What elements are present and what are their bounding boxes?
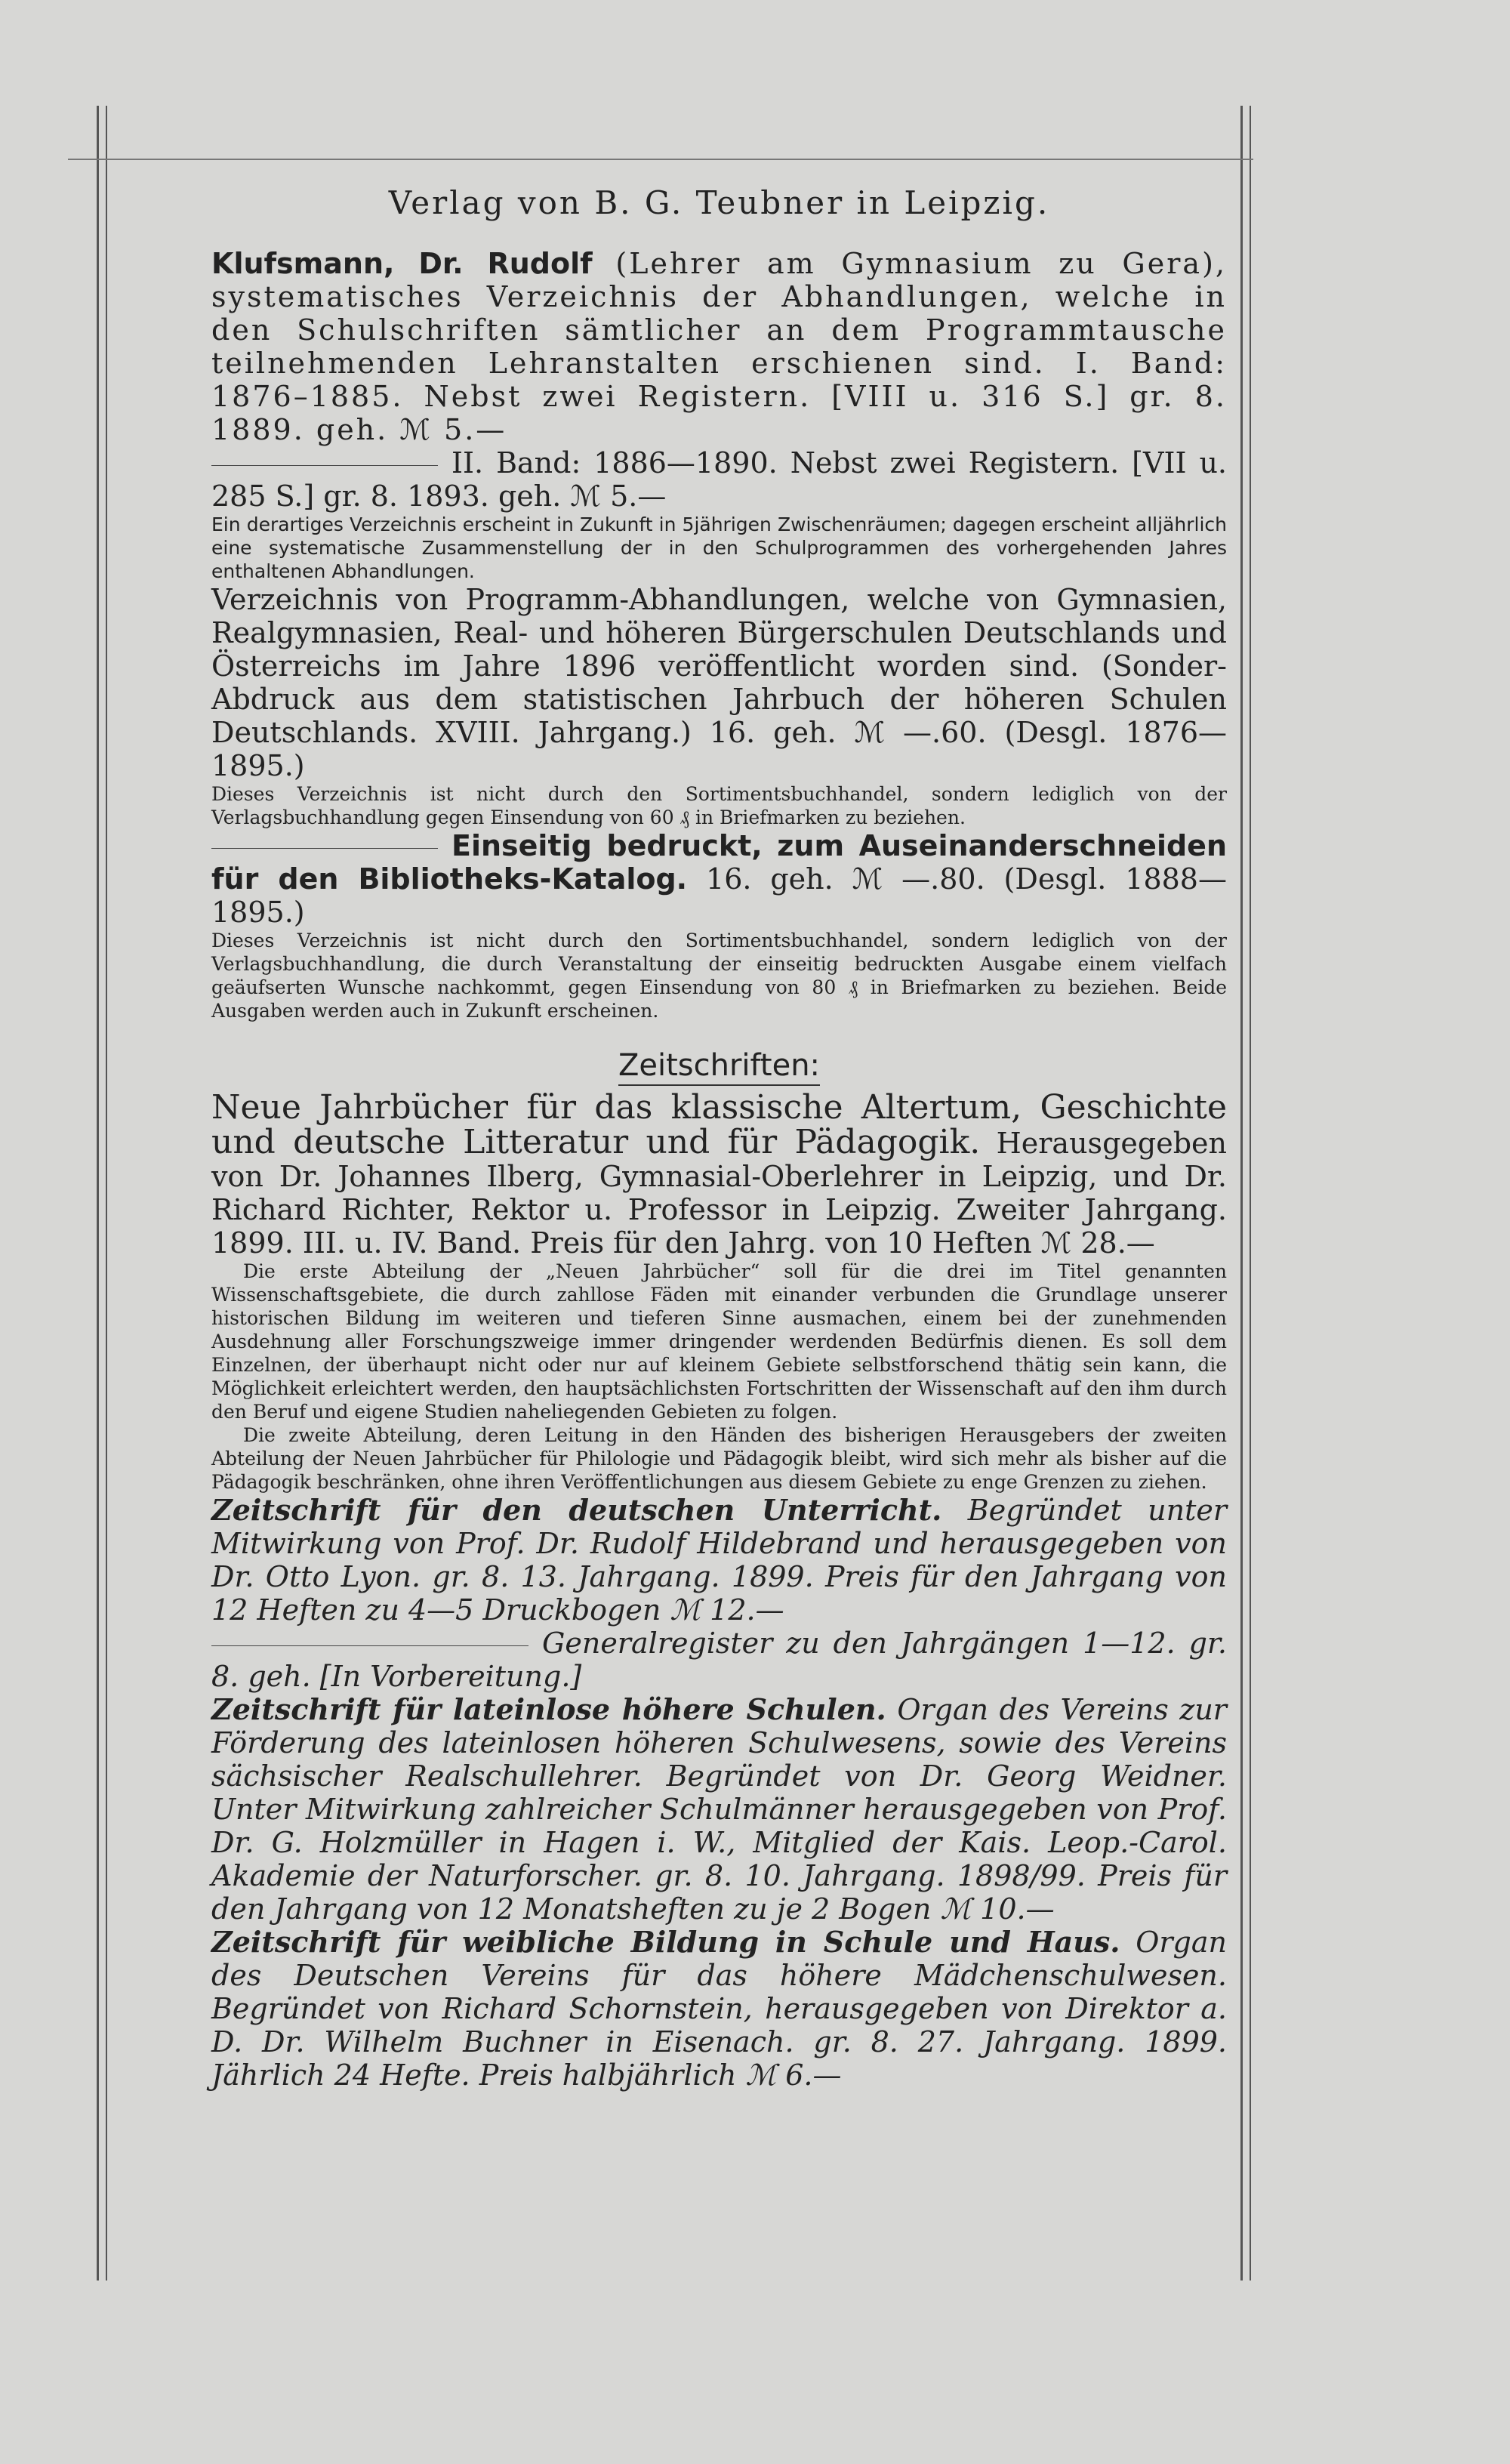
frame-rule-top xyxy=(68,159,1253,160)
entry-text: (Lehrer am Gymnasium zu Gera), systematisches Verzeichnis der Abhandlungen, welche in den Schulschriften sämtlicher an dem Programmtausche teilnehmenden Lehranstalten erschienen sind. I. Band: 1876–1885. Nebst zwei Registern. [VIII u. 316 S.] gr. 8. 1889. geh. ℳ 5.— xyxy=(211,247,1227,446)
entry-title: Neue Jahrbücher für das klassische Altertum, Geschichte und deutsche Litteratur und für Pädagogik. xyxy=(211,1088,1227,1161)
entry-einseitig: Einseitig bedruckt, zum Auseinanderschneiden für den Bibliotheks-Katalog. 16. geh. ℳ —.80. (Desgl. 1888—1895.) xyxy=(211,829,1227,929)
entry-note: Die erste Abteilung der „Neuen Jahrbücher“ soll für die drei im Titel genannten Wissenschaftsgebiete, die durch zahllose Fäden mit einander verbunden die Grundlage unserer historischen Bildung im weiteren und tieferen Sinne ausmachen, einem bei der zunehmenden Ausdehnung aller Forschungszweige immer dringender werdenden Bedürfnis dienen. Es soll dem Einzelnen, der überhaupt nicht oder nur auf kleinem Gebiete selbstforschend thätig sein kann, die Möglichkeit erleichtert werden, den hauptsächlichsten Fortschritten der Wissenschaft auf den ihm durch den Beruf und eigene Studien naheliegenden Gebieten zu folgen. xyxy=(211,1260,1227,1423)
entry-text: Begründet unter Mitwirkung von Prof. Dr. Rudolf Hildebrand und herausgegeben von Dr. Otto Lyon. gr. 8. 13. Jahrgang. 1899. Preis für den Jahrgang von 12 Heften zu 4—5 Druckbogen ℳ 12.— xyxy=(211,1494,1227,1627)
entry-weibliche-bildung xyxy=(211,1926,1227,2092)
entry-band2: II. Band: 1886—1890. Nebst zwei Registern. [VII u. 285 S.] gr. 8. 1893. geh. ℳ 5.— xyxy=(211,446,1227,513)
entry-note: Dieses Verzeichnis ist nicht durch den Sortimentsbuchhandel, sondern lediglich von der Verlagsbuchhandlung, die durch Veranstaltung der einseitig bedruckten Ausgabe einem vielfach geäufserten Wunsche nachkommt, gegen Einsendung von 80 ₰ in Briefmarken zu beziehen. Beide Ausgaben werden auch in Zukunft erscheinen. xyxy=(211,930,1227,1022)
entry-note: Die zweite Abteilung, deren Leitung in den Händen des bisherigen Herausgebers der zweiten Abteilung der Neuen Jahrbücher für Philologie und Pädagogik bleibt, wird sich mehr als bisher auf die Pädagogik beschränken, ohne ihren Veröffentlichungen aus diesem Gebiete zu enge Grenzen zu ziehen. xyxy=(211,1424,1227,1493)
ditto-rule xyxy=(211,848,438,849)
entry-text: Organ des Deutschen Vereins für das höhere Mädchenschulwesen. Begründet von Richard Schornstein, herausgegeben von Direktor a. D. Dr. Wilhelm Buchner in Eisenach. gr. 8. 27. Jahrgang. 1899. Jährlich 24 Hefte. Preis halbjährlich ℳ 6.— xyxy=(211,1926,1227,2092)
ditto-rule xyxy=(211,1645,528,1646)
entry-text: Organ des Vereins zur Förderung des lateinlosen höheren Schulwesens, sowie des Vereins sächsischer Realschullehrer. Begründet von Dr. Georg Weidner. Unter Mitwirkung zahlreicher Schulmänner herausgegeben von Prof. Dr. G. Holzmüller in Hagen i. W., Mitglied der Kais. Leop.-Carol. Akademie der Naturforscher. gr. 8. 10. Jahrgang. 1898/99. Preis für den Jahrgang von 12 Monatsheften zu je 2 Bogen ℳ 10.— xyxy=(211,1693,1227,1926)
ditto-rule xyxy=(211,465,438,466)
frame-rule-right-outer xyxy=(1240,106,1243,2281)
entry-generalregister: Generalregister zu den Jahrgängen 1—12. gr. 8. geh. [In Vorbereitung.] xyxy=(211,1627,1227,1693)
entry-klussmann xyxy=(211,247,1227,446)
entry-author: Klufsmann, Dr. Rudolf xyxy=(211,247,593,280)
frame-rule-left-outer xyxy=(97,106,99,2281)
frame-rule-right-inner xyxy=(1250,106,1251,2281)
page-content xyxy=(211,174,1227,2092)
entry-note: Dieses Verzeichnis ist nicht durch den Sortimentsbuchhandel, sondern lediglich von der Verlagsbuchhandlung gegen Einsendung von 60 ₰ in Briefmarken zu beziehen. xyxy=(211,783,1227,828)
entry-title: Zeitschrift für weibliche Bildung in Schule und Haus. xyxy=(211,1925,1120,1959)
entry-note: Ein derartiges Verzeichnis erscheint in Zukunft in 5jährigen Zwischenräumen; dagegen erscheint alljährlich eine systematische Zusammenstellung der in den Schulprogrammen des vorhergehenden Jahres enthaltenen Abhandlungen. xyxy=(211,513,1227,582)
entry-deutschen-unterricht xyxy=(211,1494,1227,1627)
section-heading: Zeitschriften: xyxy=(211,1048,1227,1083)
publisher-header: Verlag von B. G. Teubner in Leipzig. xyxy=(388,184,1050,221)
entry-title: Zeitschrift für den deutschen Unterricht. xyxy=(211,1493,942,1527)
entry-title: Zeitschrift für lateinlose höhere Schulen. xyxy=(211,1692,886,1726)
entry-lateinlose-schulen xyxy=(211,1693,1227,1926)
entry-verzeichnis: Verzeichnis von Programm-Abhandlungen, welche von Gymnasien, Realgymnasien, Real- und höheren Bürgerschulen Deutschlands und Österreichs im Jahre 1896 veröffentlicht worden sind. (Sonder-Abdruck aus dem statistischen Jahrbuch der höheren Schulen Deutschlands. XVIII. Jahrgang.) 16. geh. ℳ —.60. (Desgl. 1876—1895.) xyxy=(211,583,1227,782)
frame-rule-left-inner xyxy=(106,106,107,2281)
entry-text: Herausgegeben von Dr. Johannes Ilberg, Gymnasial-Oberlehrer in Leipzig, und Dr. Richard Richter, Rektor u. Professor in Leipzig. Zweiter Jahrgang. 1899. III. u. IV. Band. Preis für den Jahrg. von 10 Heften ℳ 28.— xyxy=(211,1127,1227,1260)
entry-neue-jahrbuecher xyxy=(211,1090,1227,1260)
